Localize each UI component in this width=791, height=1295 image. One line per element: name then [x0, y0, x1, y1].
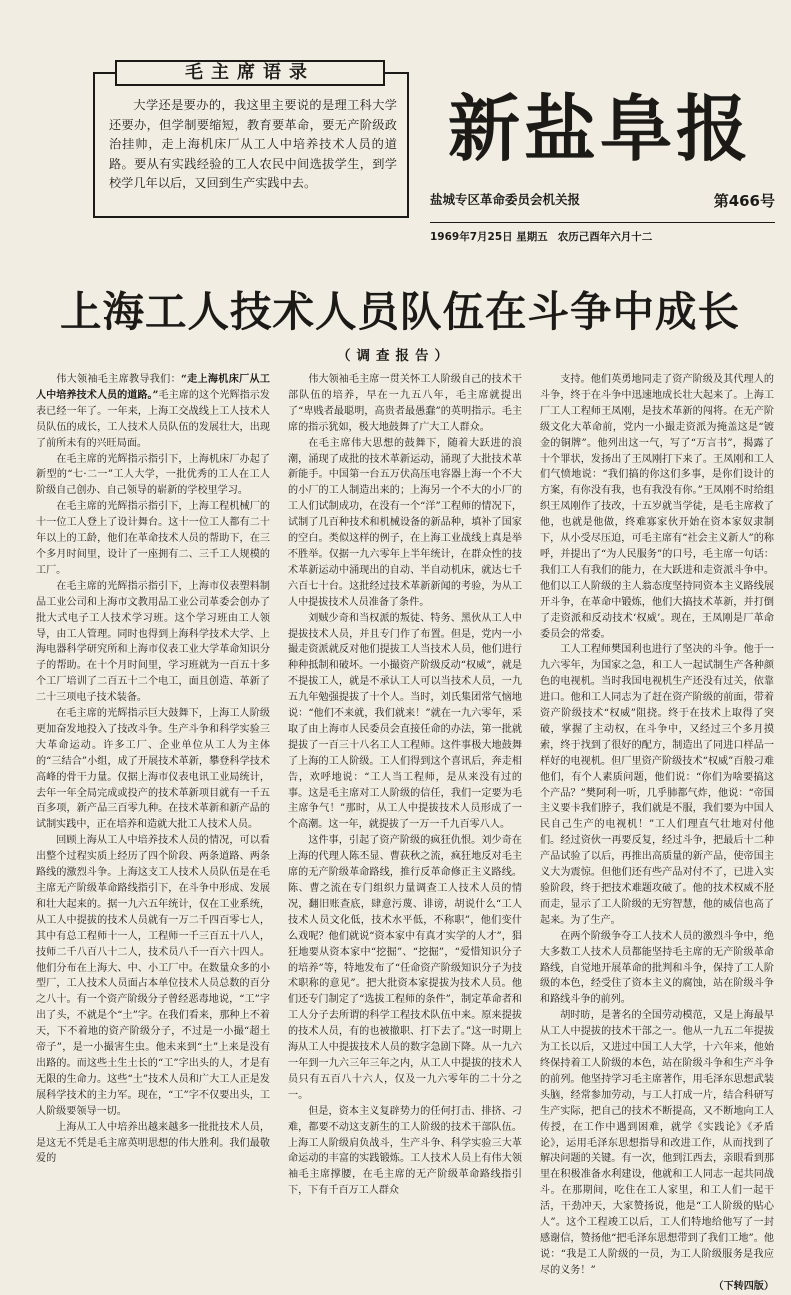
paragraph-text: 在毛主席的光辉指示指引下，上海工程机械厂的十一位工人登上了设计舞台。这十一位工人都有二十年以上的工龄，他们在革命技术人员的帮助下，在三个多月时间里，设计了一座拥有二、三千工人规模的工厂。	[36, 501, 270, 576]
article-paragraph	[288, 436, 522, 611]
paragraph-text: 在毛主席的光辉指示指引下，上海机床厂办起了新型的“七·二一”工人大学，一批优秀的工人在工人阶级自己创办、自己领导的崭新的学校里学习。	[36, 453, 270, 497]
paragraph-text: （下转四版）	[713, 1280, 774, 1292]
paragraph-text: 工人工程师樊国利也进行了坚决的斗争。他于一九六零年，为国家之急，和工人一起试制生产各种颜色的电视机。当时我国电视机生产还没有过关，依靠进口。他和工人同志为了赶在资产阶级的前面，带着资产阶级技术“权威”阻挠。终于在技术上取得了突破，掌握了主动权，在斗争中，又经过三个多月摸索，终于找到了很好的配方，制造出了同进口样品一样好的电视机。但厂里资产阶级技术“权威”百般刁难他们，有个人素质问题，他们说：“你们为啥要搞这个产品？”樊阿利一听，几乎肺都气炸，他说：“帝国主义要卡我们脖子，我们就是不服，我们要为中国人民自己生产的电视机！”工人们理直气壮地对付他们。经过资伙一再要反复，经过斗争，把最后十二种产品试验了以后，再推出高质量的新产品，使帝国主义大为震惊。但他们还有些产品对付不了，已进入实验阶段，终于把技术难题攻破了。他的技术权威不胫而走，显示了工人阶级的无穷智慧，他的威信也高了起来。为了生产。	[540, 644, 774, 926]
paragraph-text: 在毛主席的光辉指示指引下，上海市仪表塑料制品工业公司和上海市文教用品工业公司革委会创办了批大式电子工人技术学习班。这个学习班由工人领导，由工人管理。同时也得到上海科学技术大学、上海电器科学研究所和上海市仪表工业大学革命知识分子的帮助。在十个月时间里，学习班就为一百五十多个工厂培训了二百五十二个电工，面且创造、革新了二十三项电子技术装备。	[36, 580, 270, 704]
paragraph-text: 但是，资本主义复辟势力的任何打击、排挤、刁难，都要不动这支新生的工人阶级的技术干部队伍。上海工人阶级肩负战斗，生产斗争、科学实验三大革命运动的丰富的实践锻炼。工人技术人员上有伟大领袖毛主席撑腰，在毛主席的无产阶级革命路线指引下，下有千百万工人群众	[288, 1105, 522, 1197]
article-paragraph	[540, 642, 774, 928]
article-paragraph	[36, 833, 270, 1119]
paragraph-text: 毛主席的这个光辉指示发表已经一年了。一年来，上海工交战线上工人技术人员队伍的成长，工人技术人员队伍的发展壮大，出现了前所未有的兴旺局面。	[36, 389, 270, 449]
article-paragraph	[540, 372, 774, 642]
article-column-1	[36, 372, 271, 1165]
paragraph-text: 刘贼少奇和当权派的叛徒、特务、黑伙从工人中提拔技术人员，并且专门作了布置。但是，党内一小撮走资派就反对他们提拔工人当技术人员，他们进行种种抵制和破坏。一小撮资产阶级反动“权威”，就是不提拔工人，就是不承认工人可以当技术人员，一九五九年勉强提拔了十个人。当时，刘氏集团常气恼地说：“他们不来就，我们就来！”就在一九六零年，采取了由上海市人民委员会直接任命的办法，第一批就提拔了一百三十八名工人工程师。这件事极大地鼓舞了上海的工人阶级。工人们得到这个喜讯后，奔走相告，欢呼地说：“工人当工程师，是从来没有过的事。这是毛主席对工人阶级的信任，我们一定要为毛主席争气！”那时，从工人中提拔技术人员形成了一个高潮。这一年，就提拔了一万一千九百零八人。	[288, 612, 522, 831]
paragraph-text: 伟大领袖毛主席教导我们：	[56, 374, 181, 385]
article-headline: 上海工人技术人员队伍在斗争中成长	[59, 287, 740, 336]
article-paragraph	[36, 499, 270, 579]
article-subhead: （调查报告）	[337, 348, 454, 364]
issue-number: 第466号	[713, 192, 775, 210]
article-paragraph	[36, 706, 270, 833]
article-paragraph	[288, 372, 522, 436]
article-column-2	[288, 372, 522, 1197]
chairman-quotation-box	[93, 62, 409, 218]
article-paragraph	[36, 1120, 270, 1168]
paragraph-text: 这件事，引起了资产阶级的疯狂仇恨。刘少奇在上海的代理人陈丕显、曹荻秋之流，疯狂地反对毛主席的无产阶级革命路线，推行反革命修正主义路线。陈、曹之流在专门组织力量调查工人技术人员的情况，翻旧账查底，肆意污蔑、诽谤，胡说什么“工人技术人员文化低，技术水平低，不称职”，他们变什么戏呢？他们就说“资本家中有真才实学的人才”，猖狂地要从资本家中“挖掘”、“挖掘”，“爱惜知识分子的培养”等，特地发布了“任命资产阶级知识分子为技术职称的意见”。把大批资本家提拔为技术人员。他们还专门制定了“选拔工程师的条件”，制定革命者和工人分子去所谓的科学工程技术队伍中来。原来提拔的技术人员，有的也被撤职、打下去了。”这一时期上海从工人中提拔技术人员的数字急剧下降。从一九六一年到一九六三年三年之内，从工人中提拔的技术人员只有五百八十六人，仅及一九六零年的二十分之一。	[288, 835, 522, 1101]
paragraph-text: 在毛主席的光辉指示巨大鼓舞下，上海工人阶级更加奋发地投入了技改斗争。生产斗争和科学实验三大革命运动。许多工厂、企业单位从工人为主体的“三结合”小组，成了开展技术革新，攀登科学技术高峰的骨干力量。仅据上海市仪表电讯工业局统计，去年一年全局完成或投产的技术革新项目就有一千五百多项，新产品三百零九种。在技术革新和新产品的试制实践中，正在培养和造就大批工人技术人员。	[36, 708, 270, 831]
masthead-org-line	[430, 190, 775, 211]
article-paragraph	[540, 929, 774, 1009]
publication-date: 1969年7月25日 星期五	[430, 231, 548, 243]
article-paragraph	[540, 1279, 774, 1295]
newspaper-masthead: 新盐阜报	[447, 87, 752, 171]
date-line	[430, 222, 775, 244]
paragraph-emphasis: “走上海机床厂从工人中培养技术人员的道路。”	[36, 374, 271, 401]
article-paragraph	[288, 1104, 522, 1199]
paragraph-text: 回顾上海从工人中培养技术人员的情况，可以看出整个过程实质上经历了四个阶段、两条道路、两条路线的激烈斗争。上海这支工人技术人员队伍是在毛主席无产阶级革命路线指引下，在斗争中形成、发展和壮大起来的。据一九六五年统计，仅在工业系统，从工人中提拔的技术人员就有一万二千四百零七人，其中有总工程师十一人，工程师一千三百五十八人，技师二千八百八十二人，技术员八千一百六十四人。他们分布在上海大、中、小工厂中。在数量众多的小型厂，工人技术人员面占本单位技术人员总数的百分之八十。有一个资产阶级分子曾经恶毒地说，“工”字出了头，不就是个“土”字。在我们看来，那种上不着天，下不着地的资产阶级分子，不过是一小撮“超土帝子”，是一小撮害生虫。他未来到“土”上来是没有出路的。而这些土生土长的“工”字出头的人，才是有无限的生命力。这些“土”技术人员和广大工人正是发展科学技术的主力军。现在，“工”字不仅要出头，工人阶级要领导一切。	[36, 835, 270, 1117]
organization-name: 盐城专区革命委员会机关报	[430, 192, 581, 207]
article-paragraph	[288, 611, 522, 834]
quotation-title: 毛主席语录	[115, 60, 385, 86]
article-paragraph	[540, 1008, 774, 1278]
paragraph-text: 在两个阶级争夺工人技术人员的激烈斗争中，绝大多数工人技术人员都能坚持毛主席的无产阶级革命路线，自觉地开展革命的批判和斗争，保持了工人阶级的本色，经受住了资本主义的腐蚀，站在阶级斗争和路线斗争的前列。	[540, 930, 774, 1006]
paragraph-text: 胡时昉，是著名的全国劳动模范，又是上海最早从工人中提拔的技术干部之一。他从一九五二年提拔为工长以后，又进过中国工人大学，十六年来，他始终保持着工人阶级的本色，站在阶级斗争和生产斗争的前列。他坚持学习毛主席著作，用毛泽东思想武装头脑，经常参加劳动，与工人打成一片，结合科研写生产实际，把自己的技术不断提高，又不断地向工人传授，在工作中遇到困难，就学《实践论》《矛盾论》，运用毛泽东思想指导和改进工作，从而找到了解决问题的关键。有一次，他到江西去，亲眼看到那里在积极准备水利建设，他就和工人同志一起共同战斗。在那期间，吃住在工人家里，和工人们一起干活，干劲冲天，大家赞扬说，他是“工人阶级的贴心人”。这个工程竣工以后，工人们特地给他写了一封感谢信，赞扬他“把毛泽东思想带到了我们工地”。他说：“我是工人阶级的一员，为工人阶级服务是我应尽的义务！”	[540, 1010, 774, 1276]
quotation-text: 大学还是要办的，我这里主要说的是理工科大学还要办，但学制要缩短，教育要革命，要无产阶级政治挂帅，走上海机床厂从工人中培养技术人员的道路。要从有实践经验的工人农民中间选拔学生，到学校学几年以后，又回到生产实践中去。	[109, 98, 397, 190]
article-paragraph	[36, 579, 270, 706]
article-column-3	[540, 372, 774, 1292]
article-paragraph	[36, 452, 270, 500]
paragraph-text: 上海从工人中培养出越来越多一批批技术人员，是这无不凭是毛主席英明思想的伟大胜利。我们最敬爱的	[36, 1121, 270, 1165]
paragraph-text: 在毛主席伟大思想的鼓舞下，随着大跃进的浪潮，涌现了成批的技术革新运动，涌现了大批技术革新能手。中国第一台五万伏高压电容器上海一个不大的小厂的工人制造出来的；上海另一个不大的小厂的工人们试制成功，在没有一个“洋”工程师的情况下，试制了几百种技术和机械设备的新品种，填补了国家的空白。类似这样的例子，在上海工业战线上真是举不胜举。仅据一九六零年上半年统计，在群众性的技术革新运动中涌现出的自动、半自动机床，就达七千六百七十台。这批经过技术革新新闻的考验，为从工人中提拔技术人员准备了条件。	[288, 437, 522, 608]
paragraph-text: 伟大领袖毛主席一贯关怀工人阶级自己的技术干部队伍的培养，早在一九五八年，毛主席就提出了“卑贱者最聪明，高贵者最愚蠢”的英明指示。毛主席的指示犹如，极大地鼓舞了广大工人群众。	[288, 374, 522, 433]
article-paragraph	[36, 372, 270, 452]
paragraph-text: 支持。他们英勇地同走了资产阶级及其代理人的斗争，终于在斗争中迅速地成长壮大起来了。上海工厂工人工程师王凤刚，是技术革新的闯将。在无产阶级文化大革命前，党内一小撮走资派为掩盖这是“镀金的铜牌”。他列出这一气，写了“万言书”，揭露了十个罪状，发扬出了王凤刚打下来了。王凤刚和工人们气愤地说：“我们搞的你这们多事，是你们设计的方案，有你没有我，也有我没有你。”王凤刚不时给组织王凤刚作了技改，十五岁就当学徒，是毛主席救了他，也就是他做，终难寡家伙开始在资本家奴隶制下，从小受尽压迫，可毛主席有“社会主义新人”的称呼，并提出了“为人民服务”的口号，毛主席一句话：我们工人有我们的能力，在大跃进和走资派斗争中。他们以工人阶级的主人翁态度坚持同资本主义路线展开斗争，在革命中锻炼，他们大搞技术革新，并打倒了走资派和反动技术‘权威’。现在，王凤刚是厂革命委员会的常委。	[540, 374, 774, 640]
article-paragraph	[288, 833, 522, 1103]
article-body	[36, 372, 778, 1292]
lunar-date: 农历己酉年六月十二	[557, 231, 653, 243]
